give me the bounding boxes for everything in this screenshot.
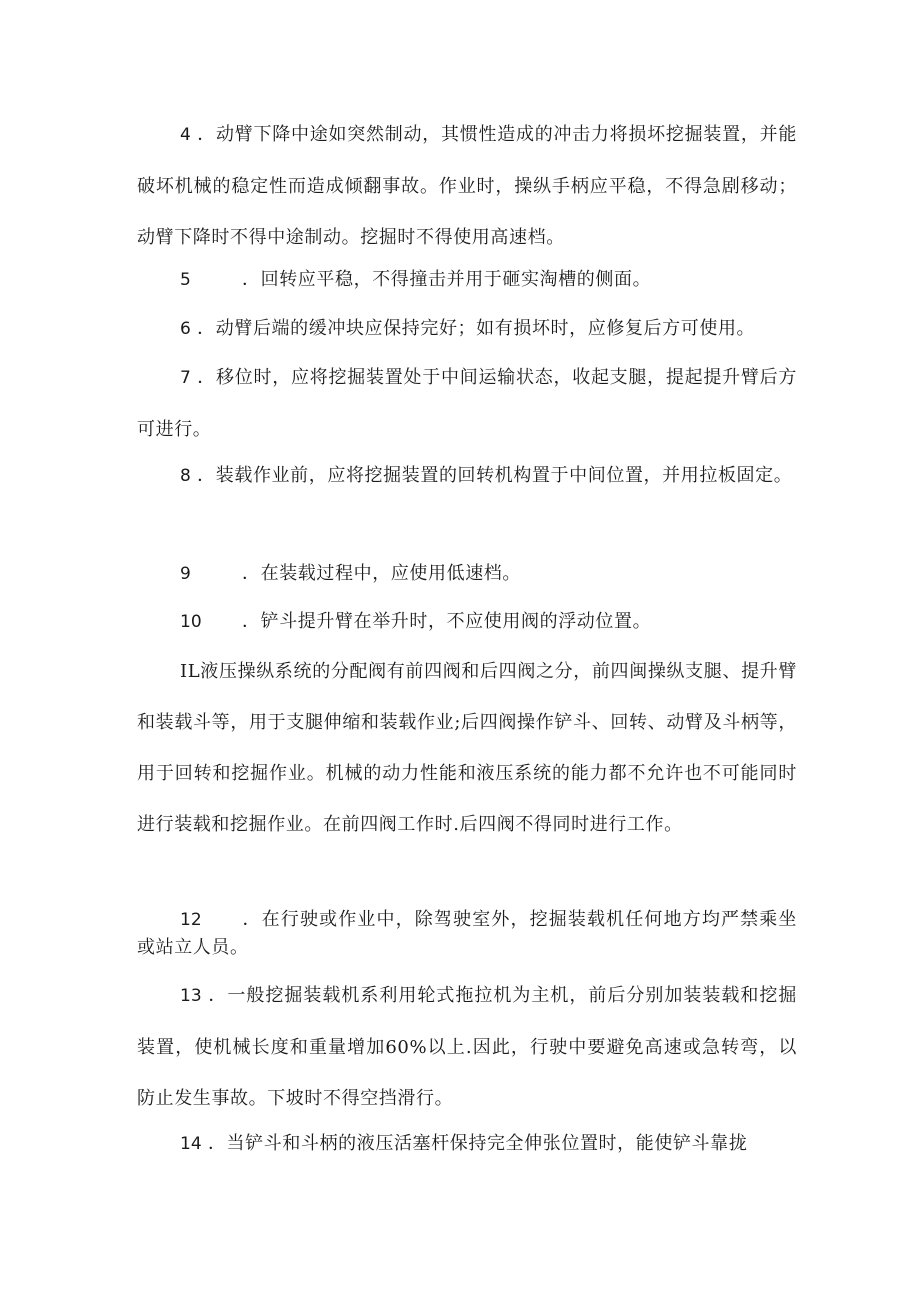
- item-number: 9: [180, 564, 191, 584]
- paragraph-item-7: [137, 352, 797, 455]
- item-number: 10: [180, 612, 202, 632]
- paragraph-item-4: [137, 109, 797, 263]
- paragraph-text: ．在装载过程中，应使用低速档。: [242, 563, 521, 584]
- paragraph-text: ．一般挖掘装载机系利用轮式拖拉机为主机，前后分别加装装载和挖掘装置，使机械长度和重量增加60%以上.因此，行驶中要避免高速或急转弯，以防止发生事故。下坡时不得空挡滑行。: [137, 985, 797, 1109]
- paragraph-item-14: [137, 1118, 797, 1170]
- paragraph-item-12: [137, 906, 797, 962]
- paragraph-text: ．动臂后端的缓冲块应保持完好；如有损坏时，应修复后方可使用。: [190, 318, 756, 339]
- paragraph-item-9: [137, 548, 797, 600]
- paragraph-text: ．在行驶或作业中，除驾驶室外，挖掘装载机任何地方均严禁乘坐或站立人员。: [137, 909, 797, 958]
- paragraph-text: ．动臂下降中途如突然制动，其惯性造成的冲击力将损坏挖掘装置，并能破坏机械的稳定性而造成倾翻事故。作业时，操纵手柄应平稳，不得急剧移动；动臂下降时不得中途制动。挖掘时不得使用高速档。: [137, 124, 797, 248]
- item-number: 12: [180, 910, 202, 930]
- item-number: 8: [180, 466, 191, 486]
- paragraph-item-6: [137, 303, 797, 355]
- item-number: 5: [180, 270, 191, 290]
- paragraph-text: ．装载作业前，应将挖掘装置的回转机构置于中间位置，并用拉板固定。: [190, 465, 793, 486]
- item-number: 4: [180, 125, 191, 145]
- item-number: 7: [180, 368, 191, 388]
- paragraph-item-10: [137, 596, 797, 648]
- paragraph-text: ．移位时，应将挖掘装置处于中间运输状态，收起支腿，提起提升臂后方可进行。: [137, 367, 797, 440]
- paragraph-text: ．铲斗提升臂在举升时，不应使用阀的浮动位置。: [242, 611, 652, 632]
- paragraph-item-13: [137, 970, 797, 1124]
- paragraph-item-8: [137, 450, 797, 502]
- paragraph-text: ．回转应平稳，不得撞击并用于砸实淘槽的侧面。: [242, 269, 652, 290]
- paragraph-text: ．当铲斗和斗柄的液压活塞杆保持完全伸张位置时，能使铲斗靠拢: [201, 1133, 748, 1154]
- item-number: 13: [180, 986, 202, 1006]
- item-number: 6: [180, 319, 191, 339]
- paragraph-item-11: [137, 646, 797, 850]
- paragraph-text: IL液压操纵系统的分配阀有前四阀和后四阀之分，前四闽操纵支腿、提升臂和装载斗等，用于支腿伸缩和装载作业;后四阀操作铲斗、回转、动臂及斗柄等，用于回转和挖掘作业。机械的动力性能和液压系统的能力都不允许也不可能同时进行装载和挖掘作业。在前四阀工作时.后四阀不得同时进行工作。: [137, 661, 797, 835]
- paragraph-item-5: [137, 254, 797, 306]
- item-number: 14: [180, 1134, 202, 1154]
